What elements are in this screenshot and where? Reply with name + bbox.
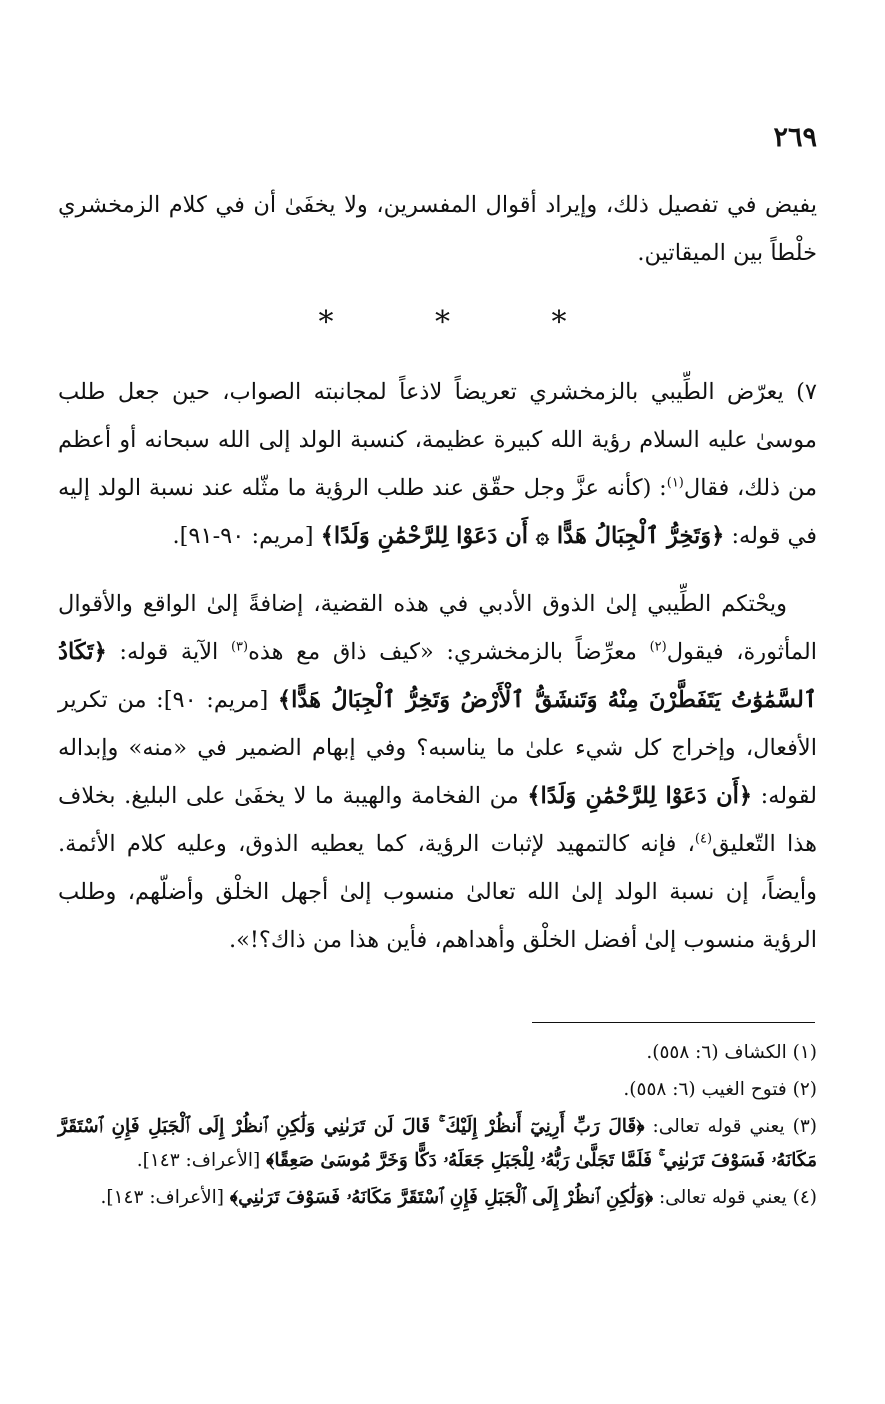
quran-verse-maryam-90: ﴿تَكَادُ ٱلسَّمَٰوَٰتُ يَتَفَطَّرْنَ مِنْهُ وَتَنشَقُّ ٱلْأَرْضُ وَتَخِرُّ ٱلْجِبَالُ هَدًّا﴾ bbox=[58, 639, 817, 713]
footnote-2: (٢) فتوح الغيب (٦: ٥٥٨). bbox=[623, 1079, 817, 1100]
footnote-3-part-2: [الأعراف: ١٤٣]. bbox=[136, 1150, 267, 1171]
footnote-3 bbox=[58, 1110, 817, 1178]
paragraph-tibi-part-6: ، فإنه كالتمهيد لإثبات الرؤية، كما يعطيه الذوق، وعليه كلام الأئمة. وأيضاً، إن نسبة الولد إلىٰ الله تعالىٰ منسوب إلىٰ أجهل الخلْق وأضلّهم، وطلب الرؤية منسوب إلىٰ أفضل الخلْق وأهداهم، فأين هذا من ذاك؟!». bbox=[58, 831, 817, 953]
quran-verse-maryam-91: ﴿أَن دَعَوْا لِلرَّحْمَٰنِ وَلَدًا﴾ bbox=[527, 783, 753, 809]
footnote-divider bbox=[532, 1022, 815, 1023]
footnote-4 bbox=[58, 1181, 817, 1215]
footnote-ref-3[interactable]: (٣) bbox=[230, 639, 249, 655]
section-separator: * * * bbox=[318, 305, 613, 340]
intro-paragraph-text: يفيض في تفصيل ذلك، وإيراد أقوال المفسرين، ولا يخفَىٰ أن في كلام الزمخشري خلْطاً بين الميقاتين. bbox=[58, 192, 817, 266]
footnote-3-quran-verse: ﴿قَالَ رَبِّ أَرِنِيٓ أَنظُرْ إِلَيْكَ ۚ قَالَ لَن تَرَىٰنِي وَلَٰكِنِ ٱنظُرْ إِلَى ٱلْجَبَلِ فَإِنِ ٱسْتَقَرَّ مَكَانَهُۥ فَسَوْفَ تَرَىٰنِي ۚ فَلَمَّا تَجَلَّىٰ رَبُّهُۥ لِلْجَبَلِ جَعَلَهُۥ دَكًّا وَخَرَّ مُوسَىٰ صَعِقًا﴾ bbox=[58, 1116, 817, 1171]
paragraph-tibi-part-3: الآية قوله: bbox=[106, 639, 231, 665]
paragraph-7-text bbox=[58, 368, 817, 560]
paragraph-tibi-part-1: ويحْتكم الطِّيبي إلىٰ الذوق الأدبي في هذه القضية، إضافةً إلىٰ الواقع والأقوال المأثورة، فيقول bbox=[58, 591, 818, 665]
footnote-ref-1[interactable]: (١) bbox=[666, 475, 684, 491]
paragraph-7-part-3: [مريم: ٩٠-٩١]. bbox=[172, 523, 321, 549]
footnote-3-part-1: (٣) يعني قوله تعالى: bbox=[644, 1116, 817, 1137]
footnote-4-quran-verse: ﴿وَلَٰكِنِ ٱنظُرْ إِلَى ٱلْجَبَلِ فَإِنِ ٱسْتَقَرَّ مَكَانَهُۥ فَسَوْفَ تَرَىٰنِي﴾ bbox=[229, 1187, 654, 1208]
footnote-1: (١) الكشاف (٦: ٥٥٨). bbox=[646, 1042, 817, 1063]
paragraph-7-part-2: : (كأنه عزَّ وجل حقّق عند طلب الرؤية ما مثّله عند نسبة الولد إليه في قوله: bbox=[58, 475, 817, 549]
paragraph-tibi bbox=[58, 580, 817, 964]
intro-paragraph bbox=[58, 181, 817, 277]
paragraph-tibi-part-4: [مريم: ٩٠]: من تكرير الأفعال، وإخراج كل شيء علىٰ ما يناسبه؟ وفي إبهام الضمير في «منه» وإبداله لقوله: bbox=[58, 687, 818, 809]
footnote-4-part-1: (٤) يعني قوله تعالى: bbox=[653, 1187, 817, 1208]
footnote-4-part-2: [الأعراف: ١٤٣]. bbox=[100, 1187, 230, 1208]
footnote-ref-2[interactable]: (٢) bbox=[649, 639, 667, 655]
footnotes bbox=[58, 1036, 817, 1215]
footnote-ref-4[interactable]: (٤) bbox=[694, 831, 713, 847]
paragraph-tibi-text bbox=[58, 580, 817, 964]
quran-verse-maryam-90-91: ﴿وَتَخِرُّ ٱلْجِبَالُ هَدًّا ۞ أَن دَعَوْا لِلرَّحْمَٰنِ وَلَدًا﴾ bbox=[320, 523, 725, 549]
page-number: ٢٦٩ bbox=[773, 122, 817, 153]
paragraph-7 bbox=[58, 368, 817, 560]
paragraph-tibi-part-2: معرِّضاً بالزمخشري: «كيف ذاق مع هذه bbox=[248, 639, 650, 665]
paragraph-7-part-1: ٧) يعرّض الطِّيبي بالزمخشري تعريضاً لاذعاً لمجانبته الصواب، حين جعل طلب موسىٰ عليه السلام رؤية الله كبيرة عظيمة، كنسبة الولد إلى الله سبحانه أو أعظم من ذلك، فقال bbox=[58, 379, 817, 501]
paragraph-tibi-part-5: من الفخامة والهيبة ما لا يخفَىٰ على البليغ. بخلاف هذا التّعليق bbox=[58, 783, 817, 857]
